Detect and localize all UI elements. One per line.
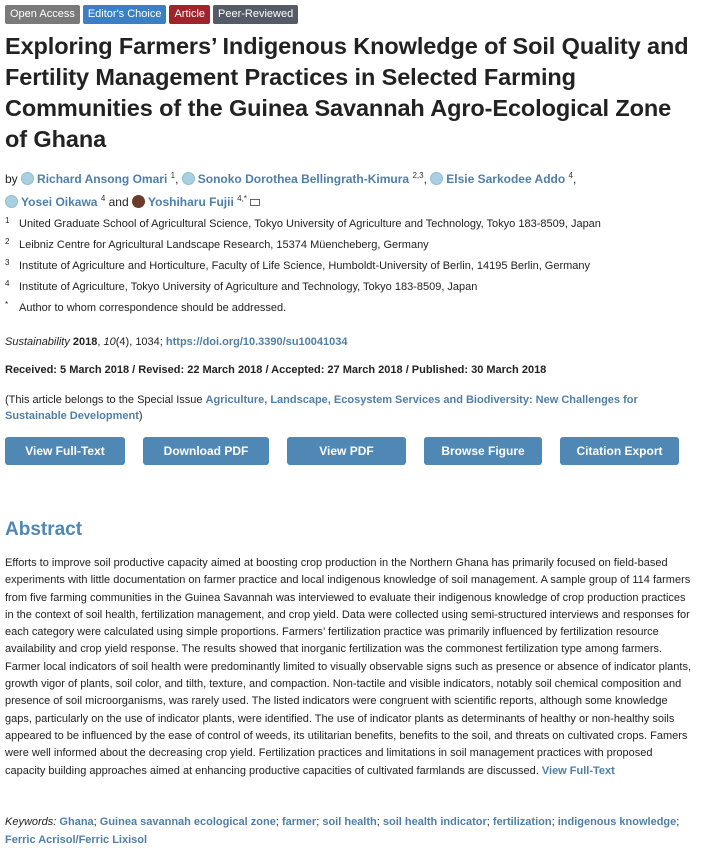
affiliations (5, 214, 695, 319)
special-issue-suffix: ) (138, 410, 143, 422)
author-profile-icon[interactable] (21, 172, 34, 185)
doi-link[interactable]: https://doi.org/10.3390/su10041034 (165, 336, 348, 348)
special-issue-prefix: (This article belongs to the Special Issue (5, 394, 206, 406)
abstract-heading: Abstract (5, 519, 83, 540)
citation-line: Sustainability 2018, 10(4), 1034; https://doi.org/10.3390/su10041034 (5, 336, 348, 348)
author-profile-icon[interactable] (5, 195, 18, 208)
author-link[interactable]: Sonoko Dorothea Bellingrath-Kimura (197, 172, 410, 186)
affiliation-text: Institute of Agriculture, Tokyo University of Agriculture and Technology, Tokyo 183-8509, Japan (19, 281, 478, 293)
affiliation-number: 3 (5, 258, 10, 267)
author-affil-ref: 1 (170, 171, 176, 180)
keyword-link[interactable]: soil health indicator (382, 816, 487, 828)
keyword-link[interactable]: soil health (322, 816, 377, 828)
affiliation-item (5, 214, 695, 235)
author-profile-icon[interactable] (430, 172, 443, 185)
publication-dates: Received: 5 March 2018 / Revised: 22 March 2018 / Accepted: 27 March 2018 / Published: 30 March 2018 (5, 364, 547, 376)
abstract-body (5, 555, 695, 780)
article-title: Exploring Farmers’ Indigenous Knowledge of Soil Quality and Fertility Management Practices in Selected Farming Communities of the Guinea Savannah Agro-Ecological Zone of Ghana (5, 33, 689, 152)
editors-choice-badge[interactable]: Editor's Choice (83, 5, 167, 24)
peer-reviewed-badge[interactable]: Peer-Reviewed (213, 5, 298, 24)
and-label: and (108, 195, 129, 209)
citation-page: , 1034; (129, 336, 166, 348)
author-link[interactable]: Richard Ansong Omari (37, 172, 168, 186)
citation-issue: (4) (115, 336, 130, 348)
keyword-link[interactable]: fertilization (492, 816, 552, 828)
keyword-link[interactable]: indigenous knowledge (557, 816, 677, 828)
journal-name: Sustainability (5, 336, 70, 348)
author-affil-ref: 4 (100, 194, 106, 203)
keyword-link[interactable]: Guinea savannah ecological zone (99, 816, 276, 828)
affiliation-number: 2 (5, 237, 10, 246)
action-buttons (5, 437, 679, 465)
affiliation-item (5, 256, 695, 277)
affiliation-number: * (5, 300, 9, 309)
keywords: Keywords: Ghana; Guinea savannah ecological zone; farmer; soil health; soil health indicator; fertilization; indigenous knowledge; Ferric Acrisol/Ferric Lixisol (5, 816, 680, 846)
keyword-link[interactable]: Ghana (59, 816, 94, 828)
browse-figure-button[interactable]: Browse Figure (424, 437, 542, 465)
affiliation-text: Institute of Agriculture and Horticulture, Faculty of Life Science, Humboldt-University of Berlin, 14195 Berlin, Germany (19, 260, 591, 272)
author-affil-ref: 4 (568, 171, 573, 180)
download-pdf-button[interactable]: Download PDF (143, 437, 269, 465)
open-access-badge[interactable]: Open Access (5, 5, 80, 24)
author-affil-ref: 4,* (237, 194, 247, 203)
affiliation-item (5, 277, 695, 298)
keyword-link[interactable]: farmer (281, 816, 317, 828)
affiliation-number: 4 (5, 279, 10, 288)
author-link[interactable]: Yosei Oikawa (21, 195, 98, 209)
author-photo-icon[interactable] (132, 195, 145, 208)
article-type-badge: Article (169, 5, 210, 24)
affiliation-text: Author to whom correspondence should be addressed. (19, 302, 287, 314)
citation-year: 2018 (72, 336, 98, 348)
author-link[interactable]: Yoshiharu Fujii (148, 195, 234, 209)
article-badges (5, 5, 298, 24)
author-link[interactable]: Elsie Sarkodee Addo (446, 172, 566, 186)
special-issue-note (5, 392, 695, 424)
special-issue-link[interactable]: Agriculture, Landscape, Ecosystem Services and Biodiversity: New Challenges for Sustainable Development (5, 394, 638, 422)
abstract-view-full-text-link[interactable]: View Full-Text (541, 764, 615, 777)
by-label: by (5, 172, 18, 186)
mail-icon[interactable] (250, 199, 260, 206)
author-list: by Richard Ansong Omari $^1$, Sonoko Dorothea Bellingrath-Kimura $^{2,3}$, Elsie Sarkodee Addo $^4$, Yosei Oikawa $^4$ and Yoshiharu Fujii $^{4,*}$ (5, 171, 577, 209)
author-affil-ref: 2,3 (412, 171, 424, 180)
affiliation-item (5, 298, 695, 319)
affiliation-text: Leibniz Centre for Agricultural Landscape Research, 15374 Müencheberg, Germany (19, 239, 429, 251)
keywords-label: Keywords: (5, 816, 57, 828)
keyword-link[interactable]: Ferric Acrisol/Ferric Lixisol (5, 834, 148, 846)
affiliation-item (5, 235, 695, 256)
view-full-text-button[interactable]: View Full-Text (5, 437, 125, 465)
affiliation-number: 1 (5, 216, 10, 225)
abstract-text: Efforts to improve soil productive capacity aimed at boosting crop production in the Northern Ghana has primarily focused on field-based experiments with little documentation on farmer practice and local indigenous knowledge of soil management. A sample group of 114 farmers from five farming communities in the Guinea Savannah was interviewed to evaluate their indigenous knowledge of crop production practices in the context of soil health, fertilization management, and crop yield. Data were collected using semi-structured interviews and responses for each category were calculated using simple proportions. Farmers’ fertilization practice was primarily influenced by fertilization resource availability and crop yield response. The results showed that inorganic fertilization was the commonest fertilization type among farmers. Farmer local indicators of soil health were predominantly limited to visually observable signs such as presence or absence of indicator plants, growth vigor of plants, soil color, and tilth, texture, and compaction. Non-tactile and visible indicators, notably soil chemical composition and presence of soil microorganisms, was rarely used. The listed indicators were congruent with scientific reports, although some knowledge gaps, particularly on the use of indicator plants, were identified. The use of indicator plants as determinants of healthy or non-healthy soils appeared to be influenced by the ease of control of weeds, its utilitarian benefits, benefits to the soil, and threats on cultivated crops. Famers were well informed about the decreasing crop yield. Fertilization practices and limitations in soil management practices with proposed capacity building approaches aimed at enhancing productive capacities of cultivated farmlands are discussed. (5, 557, 692, 777)
author-profile-icon[interactable] (182, 172, 195, 185)
affiliation-text: United Graduate School of Agricultural Science, Tokyo University of Agriculture and Technology, Tokyo 183-8509, Japan (19, 218, 601, 230)
citation-volume: 10 (103, 336, 116, 348)
citation-export-button[interactable]: Citation Export (560, 437, 679, 465)
view-pdf-button[interactable]: View PDF (287, 437, 406, 465)
